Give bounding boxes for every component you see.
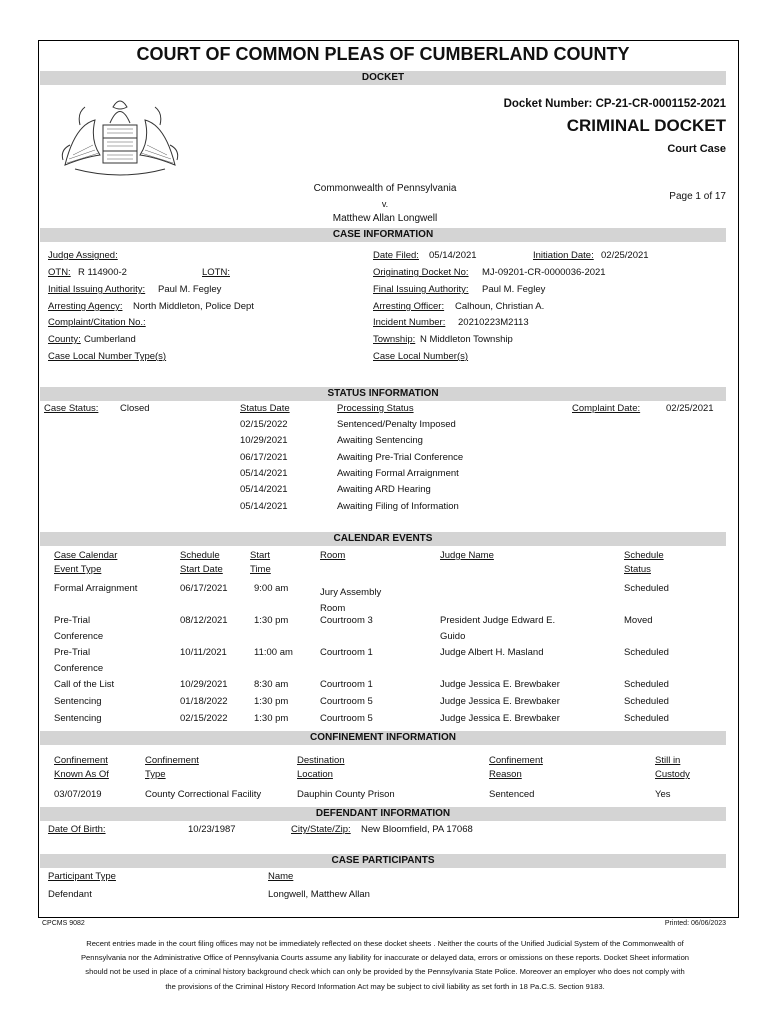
cal-header-status1: Schedule	[624, 550, 664, 561]
cal-room: Courtroom 5	[320, 713, 373, 724]
processing-status: Awaiting Sentencing	[337, 435, 423, 447]
conf-header-reason1: Confinement	[489, 755, 543, 766]
cal-event-type: Sentencing	[54, 696, 102, 707]
conf-type: County Correctional Facility	[145, 789, 262, 800]
cal-start-date: 01/18/2022	[180, 696, 228, 707]
processing-status: Awaiting ARD Hearing	[337, 484, 431, 496]
incident-number: 20210223M2113	[458, 317, 529, 328]
lotn-label: LOTN:	[202, 267, 230, 278]
cal-start-date: 10/29/2021	[180, 679, 228, 690]
township: N Middleton Township	[420, 334, 513, 345]
conf-destination: Dauphin County Prison	[297, 789, 395, 800]
cal-judge-name: Judge Albert H. Masland	[440, 647, 544, 658]
docket-type: CRIMINAL DOCKET	[566, 116, 726, 135]
cal-event-type: Pre-Trial	[54, 647, 91, 658]
pennsylvania-seal	[55, 95, 185, 180]
conf-header-custody1: Still in	[655, 755, 681, 766]
arresting-agency: North Middleton, Police Dept	[133, 301, 254, 312]
participant-type: Defendant	[48, 889, 92, 900]
printed-date: Printed: 06/06/2023	[664, 920, 726, 927]
initial-authority: Paul M. Fegley	[158, 284, 222, 295]
status-date: 10/29/2021	[240, 435, 288, 447]
status-date: 05/14/2021	[240, 484, 288, 496]
complaint-date-label: Complaint Date:	[572, 403, 641, 414]
date-filed-label: Date Filed:	[373, 250, 419, 261]
cal-schedule-status: Scheduled	[624, 583, 669, 594]
cal-start-time: 1:30 pm	[254, 713, 289, 724]
case-info-bar: CASE INFORMATION	[40, 228, 726, 242]
participant-type-header: Participant Type	[48, 871, 116, 882]
cal-judge-name: Judge Jessica E. Brewbaker	[440, 696, 560, 707]
cal-start-time: 1:30 pm	[254, 696, 289, 707]
cal-room-cont: Room	[320, 603, 346, 614]
conf-header-reason2: Reason	[489, 769, 522, 780]
conf-header-dest1: Destination	[297, 755, 345, 766]
docket-bar: DOCKET	[40, 71, 726, 85]
participant-name-header: Name	[268, 871, 294, 882]
status-date: 05/14/2021	[240, 500, 288, 512]
cal-judge-name-cont: Guido	[440, 631, 466, 642]
cal-start-time: 9:00 am	[254, 583, 289, 594]
form-id: CPCMS 9082	[42, 920, 85, 927]
processing-status: Awaiting Filing of Information	[337, 500, 459, 512]
initiation-date: 02/25/2021	[601, 250, 649, 261]
cal-start-date: 02/15/2022	[180, 713, 228, 724]
calendar-bar: CALENDAR EVENTS	[40, 532, 726, 546]
final-authority: Paul M. Fegley	[482, 284, 546, 295]
caption-line1: Commonwealth of Pennsylvania	[313, 183, 457, 194]
cal-room: Courtroom 1	[320, 647, 373, 658]
cal-header-start1: Start	[250, 550, 271, 561]
dob-label: Date Of Birth:	[48, 824, 106, 835]
arresting-officer: Calhoun, Christian A.	[455, 301, 545, 312]
cal-room: Jury Assembly	[320, 587, 382, 598]
cal-schedule-status: Moved	[624, 615, 653, 626]
case-status-label: Case Status:	[44, 403, 99, 414]
conf-header-custody2: Custody	[655, 769, 690, 780]
cal-header-room: Room	[320, 550, 346, 561]
caption-line3: Matthew Allan Longwell	[332, 213, 438, 224]
status-date: 05/14/2021	[240, 467, 288, 479]
city-state-zip-label: City/State/Zip:	[291, 824, 351, 835]
processing-status: Awaiting Formal Arraignment	[337, 467, 459, 479]
cal-event-type: Formal Arraignment	[54, 583, 138, 594]
complaint-date: 02/25/2021	[666, 403, 714, 414]
conf-header-known1: Confinement	[54, 755, 108, 766]
participant-name: Longwell, Matthew Allan	[268, 889, 370, 900]
initial-authority-label: Initial Issuing Authority:	[48, 284, 146, 295]
cal-header-sched2: Start Date	[180, 564, 223, 575]
city-state-zip: New Bloomfield, PA 17068	[361, 824, 473, 835]
status-info-bar: STATUS INFORMATION	[40, 387, 726, 401]
county: Cumberland	[84, 334, 136, 345]
judge-assigned-label: Judge Assigned:	[48, 250, 118, 261]
cal-start-time: 1:30 pm	[254, 615, 289, 626]
local-numbers-label: Case Local Number(s)	[373, 351, 469, 362]
otn: R 114900-2	[78, 267, 127, 278]
cal-event-type-cont: Conference	[54, 663, 104, 674]
conf-header-dest2: Location	[297, 769, 333, 780]
arresting-agency-label: Arresting Agency:	[48, 301, 123, 312]
arresting-officer-label: Arresting Officer:	[373, 301, 445, 312]
cal-header-start2: Time	[250, 564, 271, 575]
originating-docket-label: Originating Docket No:	[373, 267, 469, 278]
cal-start-time: 8:30 am	[254, 679, 289, 690]
incident-label: Incident Number:	[373, 317, 446, 328]
docket-number: Docket Number: CP-21-CR-0001152-2021	[503, 98, 726, 110]
originating-docket: MJ-09201-CR-0000036-2021	[482, 267, 606, 278]
confinement-bar: CONFINEMENT INFORMATION	[40, 731, 726, 745]
court-title: COURT OF COMMON PLEAS OF CUMBERLAND COUNTY	[136, 44, 630, 64]
cal-event-type: Call of the List	[54, 679, 115, 690]
complaint-label: Complaint/Citation No.:	[48, 317, 146, 328]
cal-event-type-cont: Conference	[54, 631, 104, 642]
case-type: Court Case	[667, 143, 726, 155]
otn-label: OTN:	[48, 267, 71, 278]
cal-start-time: 11:00 am	[254, 647, 293, 658]
cal-event-type: Sentencing	[54, 713, 102, 724]
cal-judge-name: President Judge Edward E.	[440, 615, 556, 626]
cal-event-type: Pre-Trial	[54, 615, 91, 626]
conf-header-type1: Confinement	[145, 755, 199, 766]
dob: 10/23/1987	[188, 824, 236, 835]
date-filed: 05/14/2021	[429, 250, 477, 261]
caption-line2: v.	[381, 199, 389, 209]
status-date-header: Status Date	[240, 403, 290, 414]
cal-start-date: 10/11/2021	[180, 647, 227, 658]
cal-room: Courtroom 5	[320, 696, 373, 707]
participants-bar: CASE PARTICIPANTS	[40, 854, 726, 868]
cal-header-judge: Judge Name	[440, 550, 494, 561]
conf-known-as-of: 03/07/2019	[54, 789, 102, 800]
county-label: County:	[48, 334, 81, 345]
status-date: 02/15/2022	[240, 419, 288, 430]
conf-reason: Sentenced	[489, 789, 535, 800]
processing-status: Awaiting Pre-Trial Conference	[337, 451, 464, 463]
cal-start-date: 06/17/2021	[180, 583, 228, 594]
conf-still-in-custody: Yes	[655, 789, 671, 800]
cal-judge-name: Judge Jessica E. Brewbaker	[440, 679, 560, 690]
initiation-date-label: Initiation Date:	[533, 250, 594, 261]
conf-header-known2: Known As Of	[54, 769, 109, 780]
conf-header-type2: Type	[145, 769, 166, 780]
cal-schedule-status: Scheduled	[624, 696, 669, 707]
cal-schedule-status: Scheduled	[624, 647, 669, 658]
cal-header-type1: Case Calendar	[54, 550, 118, 561]
township-label: Township:	[373, 334, 416, 345]
processing-status: Sentenced/Penalty Imposed	[337, 419, 456, 430]
defendant-bar: DEFENDANT INFORMATION	[40, 807, 726, 821]
cal-header-type2: Event Type	[54, 564, 102, 575]
cal-schedule-status: Scheduled	[624, 713, 669, 724]
final-authority-label: Final Issuing Authority:	[373, 284, 469, 295]
cal-schedule-status: Scheduled	[624, 679, 669, 690]
status-date: 06/17/2021	[240, 451, 288, 463]
case-status: Closed	[120, 403, 150, 414]
cal-room: Courtroom 3	[320, 615, 373, 626]
cal-header-status2: Status	[624, 564, 651, 575]
cal-header-sched1: Schedule	[180, 550, 220, 561]
cal-judge-name: Judge Jessica E. Brewbaker	[440, 713, 560, 724]
cal-start-date: 08/12/2021	[180, 615, 228, 626]
local-type-label: Case Local Number Type(s)	[48, 351, 167, 362]
cal-room: Courtroom 1	[320, 679, 373, 690]
disclaimer: Recent entries made in the court filing offices may not be immediately reflected on these docket sheets . Neither the courts of the Unified Judicial System of the Commonwealth of Pennsylvania nor the Administrative Office of Pennsylvania Courts assume any liability for inaccurate or delayed data, errors or omissions on these reports. Docket Sheet information should not be used in place of a criminal history background check which can only be provided by the Pennsylvania State Police. Moreover an employer who does not comply with the provisions of the Criminal History Record Information Act may be subject to civil liability as set forth in 18 Pa.C.S. Section 9183.	[80, 939, 690, 991]
page-number: Page 1 of 17	[669, 191, 726, 202]
processing-status-header: Processing Status	[337, 403, 414, 414]
